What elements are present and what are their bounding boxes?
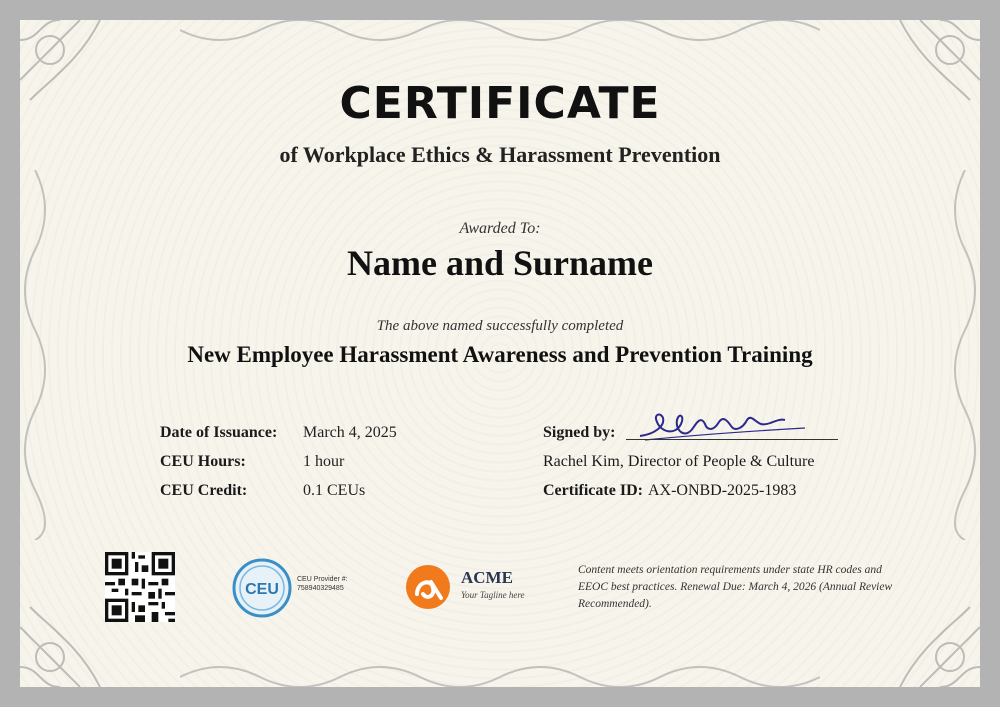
top-border-ornament (180, 20, 820, 50)
qr-code-icon[interactable] (105, 552, 175, 622)
compliance-note: Content meets orientation requirements under state HR codes and EEOC best practices. Renewal Due: March 4, 2026 (Annual Review Recommended). (578, 564, 893, 610)
completed-text: The above named successfully completed (376, 318, 624, 334)
cert-id-label: Certificate ID: (543, 482, 643, 499)
hours-value: 1 hour (303, 453, 345, 470)
ceu-provider (297, 575, 348, 593)
signed-row (543, 424, 814, 453)
details-block (160, 424, 397, 511)
ceu-provider-label: CEU Provider #: (297, 576, 348, 583)
signer-name: Rachel Kim, Director of People & Culture (543, 453, 815, 470)
footer-row (20, 552, 980, 632)
bottom-border-ornament (180, 657, 820, 687)
acme-tagline: Your Tagline here (461, 590, 525, 600)
recipient-name: Name and Surname (346, 243, 654, 283)
ceu-badge-text: CEU (245, 581, 279, 598)
certificate-subtitle: of Workplace Ethics & Harassment Prevention (279, 142, 721, 167)
ceu-badge-icon (232, 558, 292, 618)
issuance-row (160, 424, 397, 453)
certificate-title: CERTIFICATE (339, 78, 661, 129)
course-title: New Employee Harassment Awareness and Prevention Training (187, 342, 813, 367)
credit-label: CEU Credit: (160, 482, 248, 499)
issuance-value: March 4, 2025 (303, 424, 397, 441)
acme-logo-icon (405, 564, 451, 610)
signature-line (626, 439, 838, 440)
acme-name: ACME (461, 568, 513, 587)
signature-image (635, 406, 815, 446)
cert-id-value: AX-ONBD-2025-1983 (647, 482, 797, 499)
signer-row (543, 453, 814, 482)
hours-label: CEU Hours: (160, 453, 246, 470)
hours-row (160, 453, 397, 482)
signature-block (543, 424, 814, 511)
credit-row (160, 482, 397, 511)
certificate-sheet (20, 20, 980, 687)
signed-label: Signed by: (543, 424, 616, 441)
issuance-label: Date of Issuance: (160, 424, 278, 441)
cert-id-row (543, 482, 814, 511)
ceu-provider-number: 758940329485 (297, 585, 344, 592)
awarded-label: Awarded To: (459, 220, 541, 237)
credit-value: 0.1 CEUs (303, 482, 366, 499)
